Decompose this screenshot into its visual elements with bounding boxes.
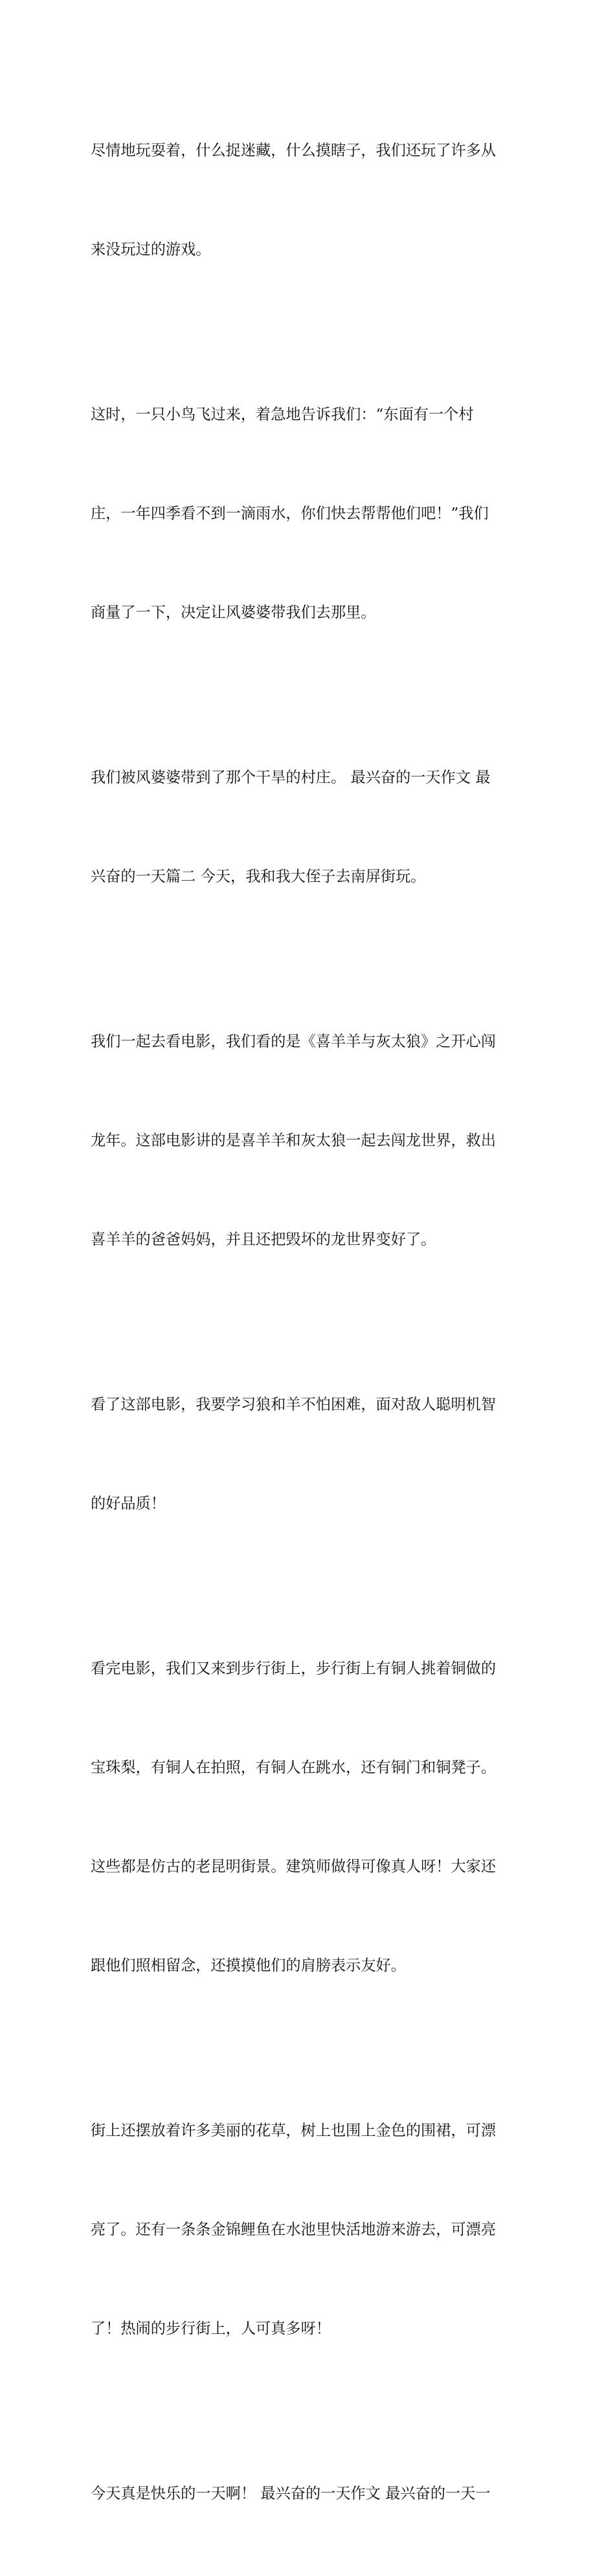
text-line: 了！热闹的步行街上，人可真多呀！ xyxy=(91,2320,331,2337)
text-line: 宝珠梨，有铜人在拍照，有铜人在跳水，还有铜门和铜凳子。 xyxy=(91,1759,497,1776)
text-line: 看了这部电影，我要学习狼和羊不怕困难，面对敌人聪明机智 xyxy=(91,1396,497,1413)
text-line: 庄，一年四季看不到一滴雨水，你们快去帮帮他们吧！”我们 xyxy=(91,505,489,522)
paragraph-movie xyxy=(91,959,528,1322)
text-line: 跟他们照相留念，还摸摸他们的肩膀表示友好。 xyxy=(91,1957,406,1974)
text-line: 尽情地玩耍着，什么捉迷藏，什么摸瞎子，我们还玩了许多从 xyxy=(91,142,497,159)
text-line: 今天真是快乐的一天啊！ 最兴奋的一天作文 最兴奋的一天一 xyxy=(91,2485,491,2502)
text-line: 这时，一只小鸟飞过来，着急地告诉我们：“东面有一个村 xyxy=(91,406,474,423)
paragraph-flowers-koi xyxy=(91,2048,528,2411)
text-line: 亮了。还有一条条金锦鲤鱼在水池里快活地游来游去，可漂亮 xyxy=(91,2221,497,2238)
paragraph-little-bird xyxy=(91,332,528,695)
paragraph-lesson xyxy=(91,1322,528,1586)
text-line: 这些都是仿古的老昆明街景。建筑师做得可像真人呀！大家还 xyxy=(91,1858,497,1875)
text-line: 我们一起去看电影，我们看的是《喜羊羊与灰太狼》之开心闯 xyxy=(91,1033,497,1050)
text-line: 龙年。这部电影讲的是喜羊羊和灰太狼一起去闯龙世界，救出 xyxy=(91,1132,497,1149)
paragraph-dry-village xyxy=(91,695,528,959)
text-line: 看完电影，我们又来到步行街上，步行街上有铜人挑着铜做的 xyxy=(91,1660,497,1677)
text-line: 兴奋的一天篇二 今天，我和我大侄子去南屏街玩。 xyxy=(91,868,426,885)
text-line: 的好品质！ xyxy=(91,1495,166,1512)
text-line: 商量了一下，决定让风婆婆带我们去那里。 xyxy=(91,604,376,621)
text-line: 街上还摆放着许多美丽的花草，树上也围上金色的围裙，可漂 xyxy=(91,2122,497,2139)
text-line: 喜羊羊的爸爸妈妈，并且还把毁坏的龙世界变好了。 xyxy=(91,1231,436,1248)
body-text xyxy=(91,68,528,2576)
text-line: 我们被风婆婆带到了那个干旱的村庄。 最兴奋的一天作文 最 xyxy=(91,769,491,786)
paragraph-playing-games xyxy=(91,68,528,332)
paragraph-walking-street xyxy=(91,1586,528,2048)
paragraph-happy-day xyxy=(91,2411,528,2576)
text-line: 来没玩过的游戏。 xyxy=(91,241,211,258)
